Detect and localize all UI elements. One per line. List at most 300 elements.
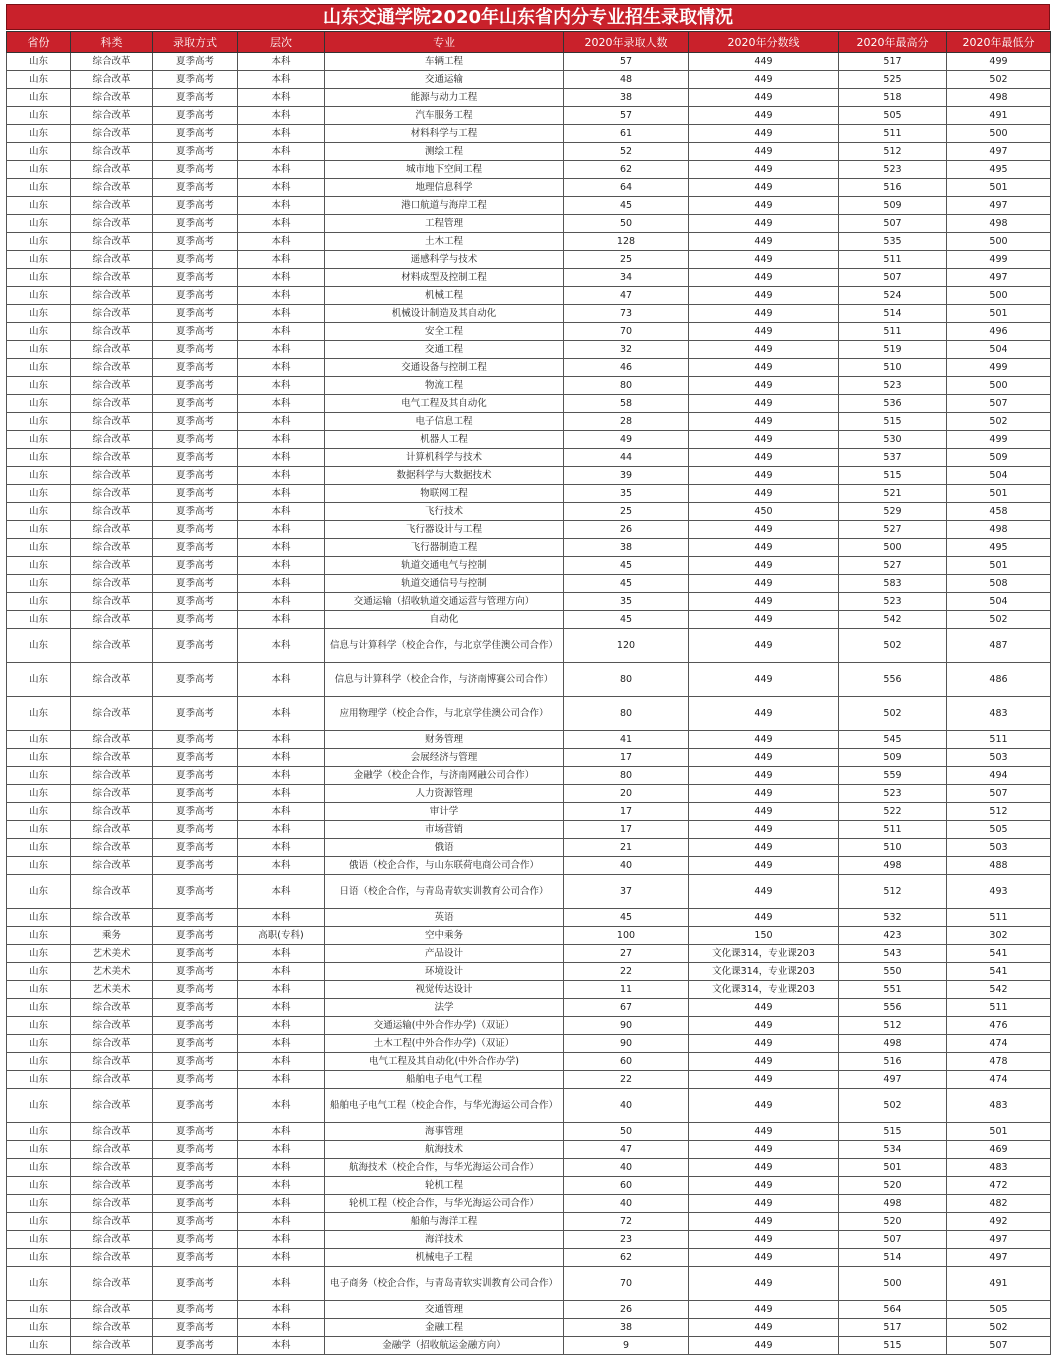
max-score-cell: 518	[839, 89, 947, 107]
max-score-cell: 527	[839, 521, 947, 539]
category-cell: 综合改革	[71, 557, 153, 575]
province-cell: 山东	[7, 161, 71, 179]
level-cell: 本科	[238, 305, 325, 323]
category-cell: 乘务	[71, 927, 153, 945]
column-header-province: 省份	[7, 32, 71, 53]
cutoff-cell: 449	[689, 1249, 839, 1267]
min-score-cell: 487	[947, 629, 1051, 663]
admission-method-cell: 夏季高考	[153, 53, 238, 71]
max-score-cell: 498	[839, 857, 947, 875]
min-score-cell: 472	[947, 1177, 1051, 1195]
level-cell: 本科	[238, 1319, 325, 1337]
admission-method-cell: 夏季高考	[153, 1089, 238, 1123]
cutoff-cell: 449	[689, 521, 839, 539]
cutoff-cell: 449	[689, 377, 839, 395]
province-cell: 山东	[7, 981, 71, 999]
major-cell: 船舶电子电气工程（校企合作，与华光海运公司合作）	[325, 1089, 564, 1123]
cutoff-cell: 449	[689, 767, 839, 785]
cutoff-cell: 150	[689, 927, 839, 945]
enrollment-cell: 45	[564, 611, 689, 629]
min-score-cell: 511	[947, 999, 1051, 1017]
table-row	[7, 1177, 1051, 1195]
table-header-row	[7, 32, 1051, 53]
column-header-enrollment: 2020年录取人数	[564, 32, 689, 53]
level-cell: 本科	[238, 107, 325, 125]
cutoff-cell: 449	[689, 53, 839, 71]
min-score-cell: 499	[947, 431, 1051, 449]
enrollment-cell: 45	[564, 557, 689, 575]
level-cell: 本科	[238, 749, 325, 767]
category-cell: 综合改革	[71, 839, 153, 857]
table-row	[7, 287, 1051, 305]
level-cell: 本科	[238, 1337, 325, 1355]
admission-method-cell: 夏季高考	[153, 377, 238, 395]
province-cell: 山东	[7, 341, 71, 359]
max-score-cell: 515	[839, 413, 947, 431]
cutoff-cell: 449	[689, 749, 839, 767]
cutoff-cell: 449	[689, 395, 839, 413]
max-score-cell: 511	[839, 323, 947, 341]
category-cell: 综合改革	[71, 413, 153, 431]
level-cell: 本科	[238, 485, 325, 503]
category-cell: 综合改革	[71, 593, 153, 611]
cutoff-cell: 449	[689, 1071, 839, 1089]
enrollment-cell: 38	[564, 539, 689, 557]
category-cell: 综合改革	[71, 803, 153, 821]
province-cell: 山东	[7, 1337, 71, 1355]
max-score-cell: 523	[839, 785, 947, 803]
enrollment-cell: 21	[564, 839, 689, 857]
max-score-cell: 551	[839, 981, 947, 999]
max-score-cell: 516	[839, 1053, 947, 1071]
major-cell: 车辆工程	[325, 53, 564, 71]
table-row	[7, 1071, 1051, 1089]
level-cell: 本科	[238, 1301, 325, 1319]
level-cell: 本科	[238, 143, 325, 161]
min-score-cell: 542	[947, 981, 1051, 999]
province-cell: 山东	[7, 1195, 71, 1213]
admission-method-cell: 夏季高考	[153, 1159, 238, 1177]
min-score-cell: 458	[947, 503, 1051, 521]
table-row	[7, 1141, 1051, 1159]
admission-method-cell: 夏季高考	[153, 1213, 238, 1231]
min-score-cell: 497	[947, 269, 1051, 287]
admission-method-cell: 夏季高考	[153, 557, 238, 575]
min-score-cell: 491	[947, 1267, 1051, 1301]
major-cell: 物流工程	[325, 377, 564, 395]
table-row	[7, 1017, 1051, 1035]
province-cell: 山东	[7, 1035, 71, 1053]
province-cell: 山东	[7, 503, 71, 521]
enrollment-cell: 40	[564, 1089, 689, 1123]
table-row	[7, 1319, 1051, 1337]
min-score-cell: 505	[947, 1301, 1051, 1319]
category-cell: 综合改革	[71, 359, 153, 377]
category-cell: 综合改革	[71, 1231, 153, 1249]
enrollment-cell: 67	[564, 999, 689, 1017]
major-cell: 遥感科学与技术	[325, 251, 564, 269]
max-score-cell: 509	[839, 749, 947, 767]
major-cell: 信息与计算科学（校企合作，与济南博赛公司合作）	[325, 663, 564, 697]
min-score-cell: 502	[947, 71, 1051, 89]
cutoff-cell: 449	[689, 1231, 839, 1249]
major-cell: 机器人工程	[325, 431, 564, 449]
category-cell: 综合改革	[71, 485, 153, 503]
level-cell: 本科	[238, 857, 325, 875]
table-row	[7, 215, 1051, 233]
level-cell: 本科	[238, 1123, 325, 1141]
major-cell: 工程管理	[325, 215, 564, 233]
table-row	[7, 575, 1051, 593]
enrollment-cell: 23	[564, 1231, 689, 1249]
enrollment-cell: 38	[564, 1319, 689, 1337]
min-score-cell: 512	[947, 803, 1051, 821]
table-row	[7, 53, 1051, 71]
admission-method-cell: 夏季高考	[153, 963, 238, 981]
category-cell: 综合改革	[71, 53, 153, 71]
enrollment-cell: 26	[564, 1301, 689, 1319]
cutoff-cell: 文化课314，专业课203	[689, 963, 839, 981]
admission-method-cell: 夏季高考	[153, 593, 238, 611]
major-cell: 安全工程	[325, 323, 564, 341]
table-row	[7, 803, 1051, 821]
province-cell: 山东	[7, 575, 71, 593]
column-header-min-score: 2020年最低分	[947, 32, 1051, 53]
table-row	[7, 785, 1051, 803]
major-cell: 船舶电子电气工程	[325, 1071, 564, 1089]
enrollment-cell: 25	[564, 503, 689, 521]
level-cell: 本科	[238, 821, 325, 839]
level-cell: 本科	[238, 269, 325, 287]
admission-method-cell: 夏季高考	[153, 251, 238, 269]
major-cell: 信息与计算科学（校企合作，与北京学佳澳公司合作）	[325, 629, 564, 663]
major-cell: 测绘工程	[325, 143, 564, 161]
table-row	[7, 125, 1051, 143]
admission-method-cell: 夏季高考	[153, 233, 238, 251]
max-score-cell: 534	[839, 1141, 947, 1159]
category-cell: 综合改革	[71, 161, 153, 179]
major-cell: 会展经济与管理	[325, 749, 564, 767]
min-score-cell: 511	[947, 731, 1051, 749]
province-cell: 山东	[7, 663, 71, 697]
category-cell: 综合改革	[71, 1213, 153, 1231]
cutoff-cell: 449	[689, 197, 839, 215]
province-cell: 山东	[7, 89, 71, 107]
enrollment-cell: 20	[564, 785, 689, 803]
cutoff-cell: 449	[689, 593, 839, 611]
level-cell: 本科	[238, 467, 325, 485]
table-row	[7, 197, 1051, 215]
major-cell: 交通设备与控制工程	[325, 359, 564, 377]
min-score-cell: 483	[947, 1159, 1051, 1177]
category-cell: 综合改革	[71, 143, 153, 161]
admission-method-cell: 夏季高考	[153, 1071, 238, 1089]
table-row	[7, 1249, 1051, 1267]
province-cell: 山东	[7, 611, 71, 629]
admission-method-cell: 夏季高考	[153, 803, 238, 821]
max-score-cell: 423	[839, 927, 947, 945]
cutoff-cell: 449	[689, 467, 839, 485]
table-row	[7, 485, 1051, 503]
level-cell: 本科	[238, 593, 325, 611]
level-cell: 本科	[238, 611, 325, 629]
enrollment-cell: 37	[564, 875, 689, 909]
column-header-category: 科类	[71, 32, 153, 53]
table-row	[7, 467, 1051, 485]
major-cell: 城市地下空间工程	[325, 161, 564, 179]
province-cell: 山东	[7, 857, 71, 875]
category-cell: 综合改革	[71, 521, 153, 539]
major-cell: 产品设计	[325, 945, 564, 963]
column-header-cutoff: 2020年分数线	[689, 32, 839, 53]
cutoff-cell: 449	[689, 1159, 839, 1177]
enrollment-cell: 38	[564, 89, 689, 107]
cutoff-cell: 449	[689, 1089, 839, 1123]
min-score-cell: 511	[947, 909, 1051, 927]
level-cell: 本科	[238, 1141, 325, 1159]
category-cell: 综合改革	[71, 449, 153, 467]
category-cell: 综合改革	[71, 107, 153, 125]
admission-method-cell: 夏季高考	[153, 1035, 238, 1053]
cutoff-cell: 449	[689, 803, 839, 821]
level-cell: 本科	[238, 1177, 325, 1195]
category-cell: 综合改革	[71, 1267, 153, 1301]
province-cell: 山东	[7, 449, 71, 467]
category-cell: 综合改革	[71, 377, 153, 395]
category-cell: 综合改革	[71, 467, 153, 485]
cutoff-cell: 449	[689, 1123, 839, 1141]
table-row	[7, 663, 1051, 697]
enrollment-cell: 39	[564, 467, 689, 485]
province-cell: 山东	[7, 963, 71, 981]
level-cell: 本科	[238, 413, 325, 431]
min-score-cell: 500	[947, 125, 1051, 143]
min-score-cell: 502	[947, 611, 1051, 629]
cutoff-cell: 449	[689, 1213, 839, 1231]
admission-method-cell: 夏季高考	[153, 107, 238, 125]
max-score-cell: 520	[839, 1213, 947, 1231]
major-cell: 金融学（招收航运金融方向）	[325, 1337, 564, 1355]
category-cell: 综合改革	[71, 503, 153, 521]
cutoff-cell: 449	[689, 143, 839, 161]
min-score-cell: 501	[947, 305, 1051, 323]
enrollment-cell: 45	[564, 197, 689, 215]
table-row	[7, 909, 1051, 927]
province-cell: 山东	[7, 1123, 71, 1141]
province-cell: 山东	[7, 179, 71, 197]
province-cell: 山东	[7, 803, 71, 821]
admission-method-cell: 夏季高考	[153, 125, 238, 143]
major-cell: 交通工程	[325, 341, 564, 359]
province-cell: 山东	[7, 377, 71, 395]
enrollment-cell: 80	[564, 767, 689, 785]
major-cell: 电气工程及其自动化(中外合作办学)	[325, 1053, 564, 1071]
table-row	[7, 1337, 1051, 1355]
table-row	[7, 233, 1051, 251]
admission-method-cell: 夏季高考	[153, 467, 238, 485]
max-score-cell: 535	[839, 233, 947, 251]
max-score-cell: 502	[839, 629, 947, 663]
major-cell: 轨道交通信号与控制	[325, 575, 564, 593]
province-cell: 山东	[7, 909, 71, 927]
admission-method-cell: 夏季高考	[153, 197, 238, 215]
category-cell: 综合改革	[71, 323, 153, 341]
max-score-cell: 512	[839, 875, 947, 909]
enrollment-cell: 100	[564, 927, 689, 945]
table-row	[7, 1159, 1051, 1177]
max-score-cell: 515	[839, 467, 947, 485]
table-row	[7, 731, 1051, 749]
column-header-major: 专业	[325, 32, 564, 53]
category-cell: 综合改革	[71, 1319, 153, 1337]
cutoff-cell: 449	[689, 1301, 839, 1319]
category-cell: 综合改革	[71, 629, 153, 663]
province-cell: 山东	[7, 539, 71, 557]
enrollment-cell: 58	[564, 395, 689, 413]
enrollment-cell: 35	[564, 485, 689, 503]
admission-method-cell: 夏季高考	[153, 767, 238, 785]
enrollment-cell: 61	[564, 125, 689, 143]
level-cell: 本科	[238, 71, 325, 89]
enrollment-cell: 32	[564, 341, 689, 359]
category-cell: 综合改革	[71, 1123, 153, 1141]
max-score-cell: 510	[839, 839, 947, 857]
province-cell: 山东	[7, 431, 71, 449]
level-cell: 本科	[238, 341, 325, 359]
cutoff-cell: 449	[689, 557, 839, 575]
province-cell: 山东	[7, 697, 71, 731]
major-cell: 自动化	[325, 611, 564, 629]
table-row	[7, 1301, 1051, 1319]
table-row	[7, 767, 1051, 785]
table-row	[7, 107, 1051, 125]
enrollment-cell: 70	[564, 323, 689, 341]
cutoff-cell: 449	[689, 875, 839, 909]
table-row	[7, 945, 1051, 963]
category-cell: 综合改革	[71, 663, 153, 697]
column-header-admission-method: 录取方式	[153, 32, 238, 53]
enrollment-cell: 47	[564, 1141, 689, 1159]
level-cell: 本科	[238, 803, 325, 821]
cutoff-cell: 449	[689, 89, 839, 107]
cutoff-cell: 449	[689, 413, 839, 431]
category-cell: 综合改革	[71, 749, 153, 767]
level-cell: 本科	[238, 839, 325, 857]
admission-method-cell: 夏季高考	[153, 1053, 238, 1071]
max-score-cell: 556	[839, 999, 947, 1017]
admission-method-cell: 夏季高考	[153, 1017, 238, 1035]
province-cell: 山东	[7, 485, 71, 503]
min-score-cell: 486	[947, 663, 1051, 697]
max-score-cell: 529	[839, 503, 947, 521]
enrollment-cell: 50	[564, 1123, 689, 1141]
max-score-cell: 512	[839, 1017, 947, 1035]
min-score-cell: 499	[947, 359, 1051, 377]
major-cell: 物联网工程	[325, 485, 564, 503]
max-score-cell: 564	[839, 1301, 947, 1319]
major-cell: 英语	[325, 909, 564, 927]
max-score-cell: 530	[839, 431, 947, 449]
category-cell: 综合改革	[71, 875, 153, 909]
enrollment-cell: 62	[564, 1249, 689, 1267]
max-score-cell: 537	[839, 449, 947, 467]
level-cell: 本科	[238, 503, 325, 521]
level-cell: 本科	[238, 1089, 325, 1123]
province-cell: 山东	[7, 945, 71, 963]
cutoff-cell: 449	[689, 485, 839, 503]
level-cell: 本科	[238, 963, 325, 981]
enrollment-cell: 17	[564, 821, 689, 839]
admission-method-cell: 夏季高考	[153, 359, 238, 377]
enrollment-cell: 27	[564, 945, 689, 963]
major-cell: 航海技术（校企合作，与华光海运公司合作）	[325, 1159, 564, 1177]
major-cell: 土木工程	[325, 233, 564, 251]
cutoff-cell: 449	[689, 233, 839, 251]
min-score-cell: 501	[947, 485, 1051, 503]
major-cell: 金融工程	[325, 1319, 564, 1337]
admission-method-cell: 夏季高考	[153, 449, 238, 467]
admission-method-cell: 夏季高考	[153, 749, 238, 767]
major-cell: 机械工程	[325, 287, 564, 305]
level-cell: 本科	[238, 1053, 325, 1071]
table-row	[7, 413, 1051, 431]
cutoff-cell: 449	[689, 909, 839, 927]
level-cell: 本科	[238, 1035, 325, 1053]
major-cell: 财务管理	[325, 731, 564, 749]
admission-method-cell: 夏季高考	[153, 287, 238, 305]
cutoff-cell: 449	[689, 305, 839, 323]
admission-method-cell: 夏季高考	[153, 71, 238, 89]
category-cell: 综合改革	[71, 1089, 153, 1123]
max-score-cell: 550	[839, 963, 947, 981]
enrollment-cell: 26	[564, 521, 689, 539]
table-row	[7, 821, 1051, 839]
table-row	[7, 359, 1051, 377]
enrollment-cell: 60	[564, 1053, 689, 1071]
level-cell: 本科	[238, 449, 325, 467]
province-cell: 山东	[7, 107, 71, 125]
admission-method-cell: 夏季高考	[153, 731, 238, 749]
enrollment-cell: 40	[564, 1195, 689, 1213]
level-cell: 本科	[238, 539, 325, 557]
major-cell: 人力资源管理	[325, 785, 564, 803]
max-score-cell: 517	[839, 53, 947, 71]
min-score-cell: 474	[947, 1035, 1051, 1053]
min-score-cell: 478	[947, 1053, 1051, 1071]
major-cell: 交通运输(中外合作办学)（双证）	[325, 1017, 564, 1035]
province-cell: 山东	[7, 1089, 71, 1123]
cutoff-cell: 449	[689, 449, 839, 467]
enrollment-cell: 9	[564, 1337, 689, 1355]
province-cell: 山东	[7, 557, 71, 575]
max-score-cell: 521	[839, 485, 947, 503]
max-score-cell: 519	[839, 341, 947, 359]
admission-method-cell: 夏季高考	[153, 1195, 238, 1213]
major-cell: 空中乘务	[325, 927, 564, 945]
max-score-cell: 525	[839, 71, 947, 89]
enrollment-cell: 22	[564, 963, 689, 981]
level-cell: 本科	[238, 1017, 325, 1035]
admission-method-cell: 夏季高考	[153, 1249, 238, 1267]
major-cell: 视觉传达设计	[325, 981, 564, 999]
level-cell: 本科	[238, 697, 325, 731]
category-cell: 综合改革	[71, 999, 153, 1017]
cutoff-cell: 449	[689, 1053, 839, 1071]
cutoff-cell: 449	[689, 539, 839, 557]
max-score-cell: 500	[839, 539, 947, 557]
admission-method-cell: 夏季高考	[153, 1267, 238, 1301]
min-score-cell: 500	[947, 287, 1051, 305]
